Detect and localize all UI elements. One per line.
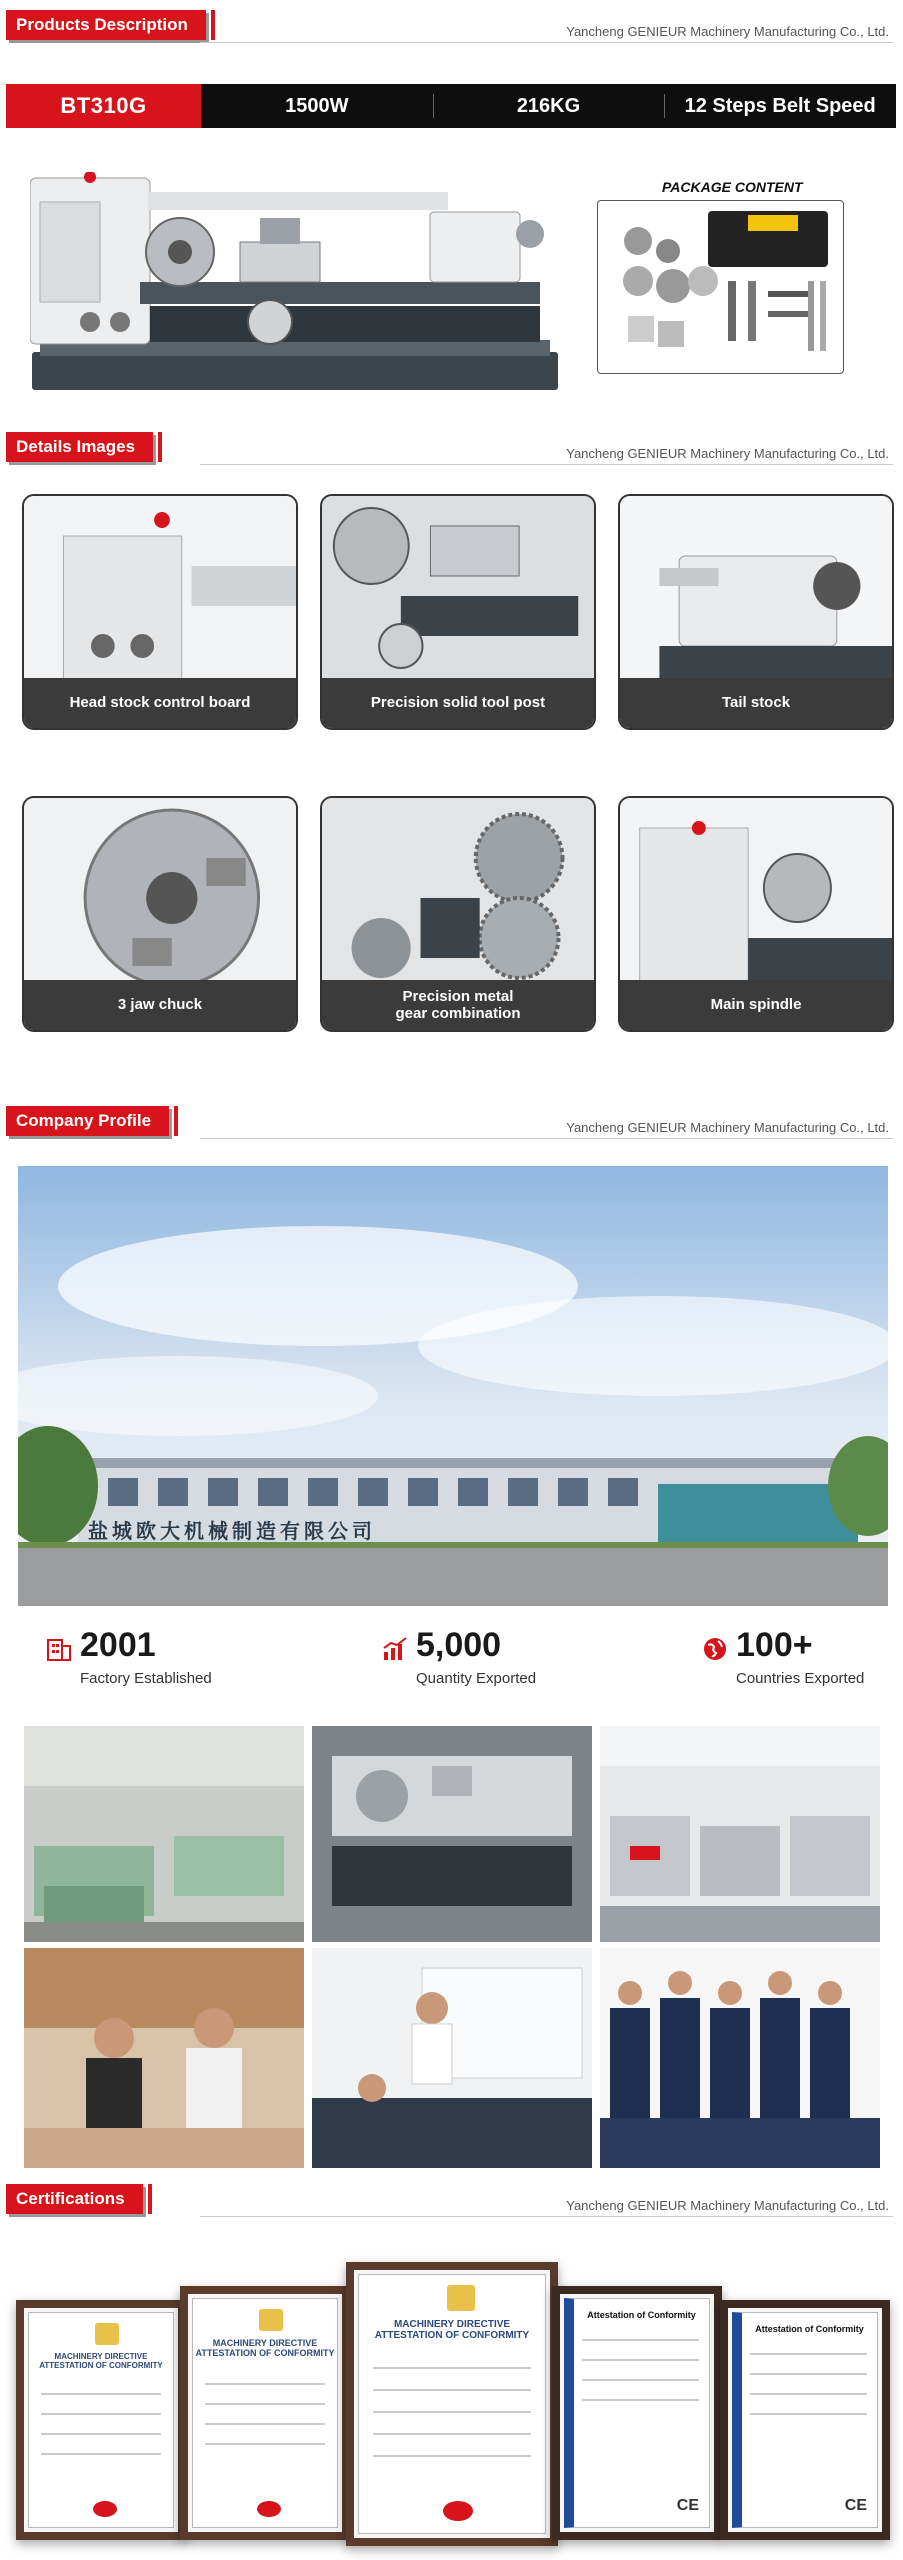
spec-model: BT310G	[6, 84, 201, 128]
meeting-photo-2	[312, 1948, 592, 2168]
globe-icon	[702, 1636, 728, 1662]
company-name: Yancheng GENIEUR Machinery Manufacturing Co., Ltd.	[566, 1120, 889, 1135]
stat-label: Quantity Exported	[416, 1670, 537, 1687]
package-content-title: PACKAGE CONTENT	[658, 179, 807, 195]
growth-chart-icon	[382, 1636, 408, 1662]
spec-weight: 216KG	[433, 84, 665, 128]
cert-title: MACHINERY DIRECTIVE ATTESTATION OF CONFORMITY	[374, 2319, 530, 2341]
detail-caption: Precision solid tool post	[322, 678, 594, 728]
ce-mark-icon: CE	[844, 2497, 867, 2514]
detail-caption: Tail stock	[620, 678, 892, 728]
stat-value: 100+	[736, 1626, 813, 1664]
badge-icon	[259, 2309, 283, 2331]
factory-photo	[18, 1166, 888, 1606]
gears-image	[322, 798, 594, 984]
cert-title: MACHINERY DIRECTIVE ATTESTATION OF CONFORMITY	[195, 2338, 335, 2358]
workshop-photo-2	[312, 1726, 592, 1942]
certs-section-header	[0, 2180, 903, 2220]
workshop-photo-1	[24, 1726, 304, 1942]
chuck-image	[24, 798, 296, 984]
seal-icon	[443, 2501, 473, 2521]
certs-section-title: Certifications	[6, 2184, 143, 2214]
cert-title: Attestation of Conformity	[587, 2310, 696, 2320]
detail-caption-text: Precision metal gear combination	[395, 987, 521, 1022]
section-divider	[200, 2216, 893, 2217]
products-section-title: Products Description	[6, 10, 206, 40]
stat-countries	[702, 1626, 882, 1696]
stat-label: Factory Established	[80, 1670, 212, 1687]
spec-bar	[6, 84, 896, 128]
detail-card-spindle	[618, 796, 894, 1032]
profile-section-header	[0, 1102, 903, 1142]
section-divider	[200, 1138, 893, 1139]
detail-card-chuck	[22, 796, 298, 1032]
detail-card-gears	[320, 796, 596, 1032]
seal-icon	[257, 2501, 281, 2517]
products-section-header	[0, 6, 903, 46]
detail-card-tail-stock	[618, 494, 894, 730]
section-divider	[200, 464, 893, 465]
meeting-photo-1	[24, 1948, 304, 2168]
company-name: Yancheng GENIEUR Machinery Manufacturing Co., Ltd.	[566, 446, 889, 461]
building-icon	[46, 1636, 72, 1662]
detail-caption: Head stock control board	[24, 678, 296, 728]
certificate-5	[720, 2300, 890, 2540]
cert-title: MACHINERY DIRECTIVE ATTESTATION OF CONFORMITY	[39, 2352, 163, 2370]
ce-mark-icon: CE	[676, 2497, 699, 2514]
tool-post-image	[322, 496, 594, 682]
detail-caption: Main spindle	[620, 980, 892, 1030]
certificate-3	[346, 2262, 558, 2546]
headstock-image	[24, 496, 296, 682]
package-items-image	[598, 201, 845, 375]
team-photo	[600, 1948, 880, 2168]
profile-section-title: Company Profile	[6, 1106, 169, 1136]
tail-stock-image	[620, 496, 892, 682]
certificate-4	[552, 2286, 722, 2540]
details-section-header	[0, 428, 903, 468]
company-name: Yancheng GENIEUR Machinery Manufacturing Co., Ltd.	[566, 2198, 889, 2213]
detail-caption: 3 jaw chuck	[24, 980, 296, 1030]
stat-exported	[382, 1626, 582, 1696]
badge-icon	[447, 2285, 475, 2311]
factory-sign: 盐城欧大机械制造有限公司	[88, 1519, 376, 1543]
lathe-image	[30, 172, 560, 402]
workshop-photo-3	[600, 1726, 880, 1942]
stat-value: 5,000	[416, 1626, 502, 1664]
spec-speed: 12 Steps Belt Speed	[664, 84, 896, 128]
stat-established	[46, 1626, 246, 1696]
detail-caption	[322, 980, 594, 1030]
certificate-2	[180, 2286, 350, 2540]
details-section-title: Details Images	[6, 432, 153, 462]
badge-icon	[95, 2323, 119, 2345]
stat-value: 2001	[80, 1626, 156, 1664]
spindle-image	[620, 798, 892, 984]
company-name: Yancheng GENIEUR Machinery Manufacturing Co., Ltd.	[566, 24, 889, 39]
spec-power: 1500W	[285, 95, 349, 117]
package-content-box	[597, 179, 844, 374]
stat-label: Countries Exported	[736, 1670, 865, 1687]
seal-icon	[93, 2501, 117, 2517]
cert-title: Attestation of Conformity	[755, 2324, 864, 2334]
section-divider	[200, 42, 893, 43]
detail-card-tool-post	[320, 494, 596, 730]
certificate-1	[16, 2300, 186, 2540]
detail-card-headstock	[22, 494, 298, 730]
